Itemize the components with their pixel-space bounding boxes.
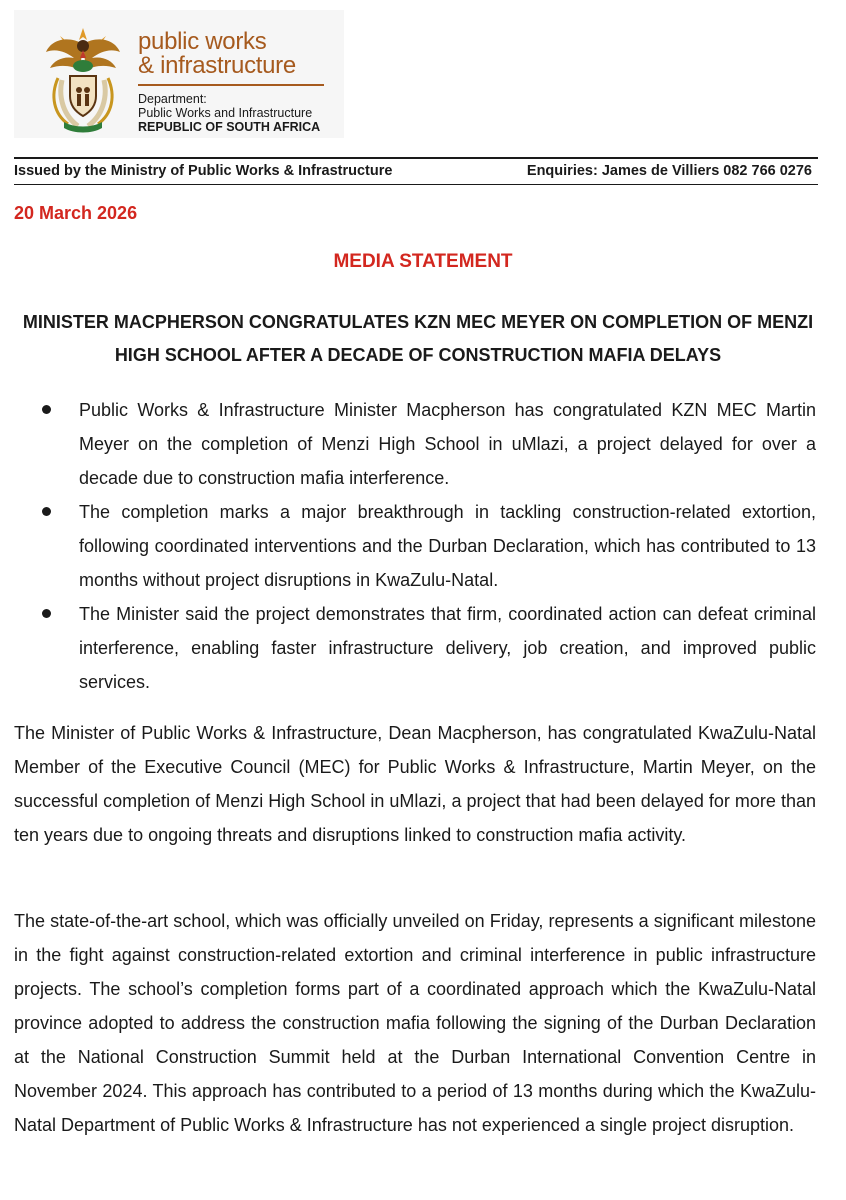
bullet-icon <box>42 609 51 618</box>
department-label: Department: <box>138 92 207 106</box>
statement-headline: MINISTER MACPHERSON CONGRATULATES KZN MEC MEYER ON COMPLETION OF MENZI HIGH SCHOOL AFTER A DECADE OF CONSTRUCTION MAFIA DELAYS <box>22 312 814 365</box>
coat-of-arms-icon <box>40 22 126 134</box>
statement-date: 20 March 2026 <box>14 203 138 223</box>
bullet-text: The Minister said the project demonstrates that firm, coordinated action can defeat criminal interference, enabling faster infrastructure delivery, job creation, and improved public services. <box>79 604 816 692</box>
list-item <box>0 597 846 699</box>
bullet-text: The completion marks a major breakthrough in tackling construction-related extortion, following coordinated interventions and the Durban Declaration, which has contributed to 13 months without project disruptions in KwaZulu-Natal. <box>79 502 816 590</box>
brand-divider <box>138 84 324 86</box>
brand-block <box>138 30 338 134</box>
bullet-text: Public Works & Infrastructure Minister Macpherson has congratulated KZN MEC Martin Meyer on the completion of Menzi High School in uMlazi, a project delayed for over a decade due to construction mafia interference. <box>79 400 816 488</box>
list-item <box>0 495 846 597</box>
bullet-icon <box>42 507 51 516</box>
brand-name-line-1: public works <box>138 28 267 55</box>
country-name: REPUBLIC OF SOUTH AFRICA <box>138 120 321 134</box>
brand-name-line-2: & infrastructure <box>138 52 296 79</box>
summary-bullet-list <box>0 393 846 699</box>
bullet-icon <box>42 405 51 414</box>
document-type-heading: MEDIA STATEMENT <box>333 251 513 272</box>
department-name: Public Works and Infrastructure <box>138 106 313 120</box>
issued-by: Issued by the Ministry of Public Works & Infrastructure <box>14 163 393 179</box>
issue-bar <box>14 157 818 185</box>
letterhead <box>14 10 344 138</box>
list-item <box>0 393 846 495</box>
body-paragraph: The state-of-the-art school, which was officially unveiled on Friday, represents a significant milestone in the fight against construction-related extortion and criminal interference in public infrastructure projects. The school’s completion forms part of a coordinated approach which the KwaZulu-Natal province adopted to address the construction mafia following the signing of the Durban Declaration at the National Construction Summit held at the Durban International Convention Centre in November 2024. This approach has contributed to a period of 13 months during which the KwaZulu-Natal Department of Public Works & Infrastructure has not experienced a single project disruption. <box>14 911 816 1135</box>
body-paragraph: The Minister of Public Works & Infrastructure, Dean Macpherson, has congratulated KwaZulu-Natal Member of the Executive Council (MEC) for Public Works & Infrastructure, Martin Meyer, on the successful completion of Menzi High School in uMlazi, a project that had been delayed for more than ten years due to ongoing threats and disruptions linked to construction mafia activity. <box>14 723 816 845</box>
enquiries-contact: Enquiries: James de Villiers 082 766 0276 <box>526 163 812 179</box>
